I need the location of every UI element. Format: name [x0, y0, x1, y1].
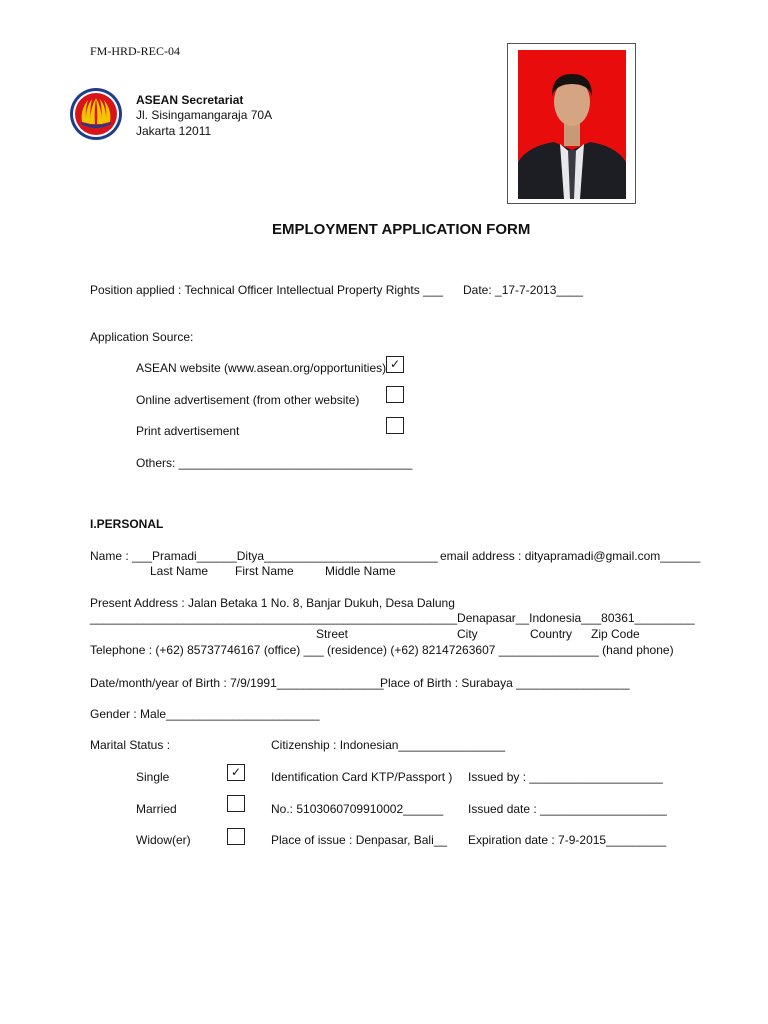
print-advertisement-checkbox[interactable]: [386, 417, 404, 434]
asean-website-checkbox[interactable]: [386, 356, 404, 373]
middle-name-caption: Middle Name: [325, 564, 396, 578]
marital-option-label: Single: [136, 770, 170, 784]
zip-code-caption: Zip Code: [591, 627, 640, 641]
issued-date-field[interactable]: Issued date : ___________________: [468, 802, 667, 816]
marital-option-label: Married: [136, 802, 177, 816]
position-applied-field[interactable]: Position applied : Technical Officer Intellectual Property Rights ___: [90, 283, 444, 297]
address-details-field[interactable]: _______________________________________________________Denapasar__Indonesia___80361_________: [90, 611, 695, 625]
online-advertisement-checkbox[interactable]: [386, 386, 404, 403]
issued-by-field[interactable]: Issued by : ____________________: [468, 770, 663, 784]
id-number-field[interactable]: No.: 5103060709910002______: [271, 802, 444, 816]
street-caption: Street: [316, 627, 349, 641]
city-caption: City: [457, 627, 478, 641]
source-option-label: Print advertisement: [136, 424, 240, 438]
present-address-field[interactable]: Present Address : Jalan Betaka 1 No. 8, Banjar Dukuh, Desa Dalung: [90, 596, 455, 610]
gender-field[interactable]: Gender : Male_______________________: [90, 707, 320, 721]
source-option-label: Online advertisement (from other website): [136, 393, 360, 407]
telephone-field[interactable]: Telephone : (+62) 85737746167 (office) ___ (residence) (+62) 82147263607 _______________ (hand phone): [90, 643, 674, 657]
photo-frame: [507, 43, 636, 204]
others-field[interactable]: Others: ___________________________________: [136, 456, 413, 470]
expiration-date-field[interactable]: Expiration date : 7-9-2015_________: [468, 833, 667, 847]
form-code: FM-HRD-REC-04: [90, 44, 181, 58]
place-of-issue-field[interactable]: Place of issue : Denpasar, Bali__: [271, 833, 448, 847]
check-icon: ✓: [231, 765, 242, 779]
country-caption: Country: [530, 627, 573, 641]
address-line-2: Jakarta 12011: [136, 124, 212, 138]
married-checkbox[interactable]: [227, 795, 245, 812]
widower-checkbox[interactable]: [227, 828, 245, 845]
check-icon: ✓: [390, 357, 401, 371]
identification-card-label: Identification Card KTP/Passport ): [271, 770, 453, 784]
applicant-photo-icon: [518, 50, 626, 199]
section-heading-personal: I.PERSONAL: [90, 517, 164, 531]
source-option-label: ASEAN website (www.asean.org/opportunities): [136, 361, 387, 375]
marital-option-label: Widow(er): [136, 833, 191, 847]
page-title: EMPLOYMENT APPLICATION FORM: [272, 221, 531, 238]
date-field[interactable]: Date: _17-7-2013____: [463, 283, 584, 297]
place-of-birth-field[interactable]: Place of Birth : Surabaya _________________: [380, 676, 630, 690]
name-field[interactable]: Name : ___Pramadi______Ditya__________________________: [90, 549, 438, 563]
application-source-label: Application Source:: [90, 330, 194, 344]
marital-status-label: Marital Status :: [90, 738, 171, 752]
last-name-caption: Last Name: [150, 564, 209, 578]
address-line-1: Jl. Sisingamangaraja 70A: [136, 108, 273, 122]
first-name-caption: First Name: [235, 564, 294, 578]
date-of-birth-field[interactable]: Date/month/year of Birth : 7/9/1991________________: [90, 676, 384, 690]
email-field[interactable]: email address : dityapramadi@gmail.com______: [440, 549, 701, 563]
org-name: ASEAN Secretariat: [136, 93, 244, 107]
asean-logo-icon: [68, 86, 124, 142]
single-checkbox[interactable]: [227, 764, 245, 781]
citizenship-field[interactable]: Citizenship : Indonesian________________: [271, 738, 506, 752]
